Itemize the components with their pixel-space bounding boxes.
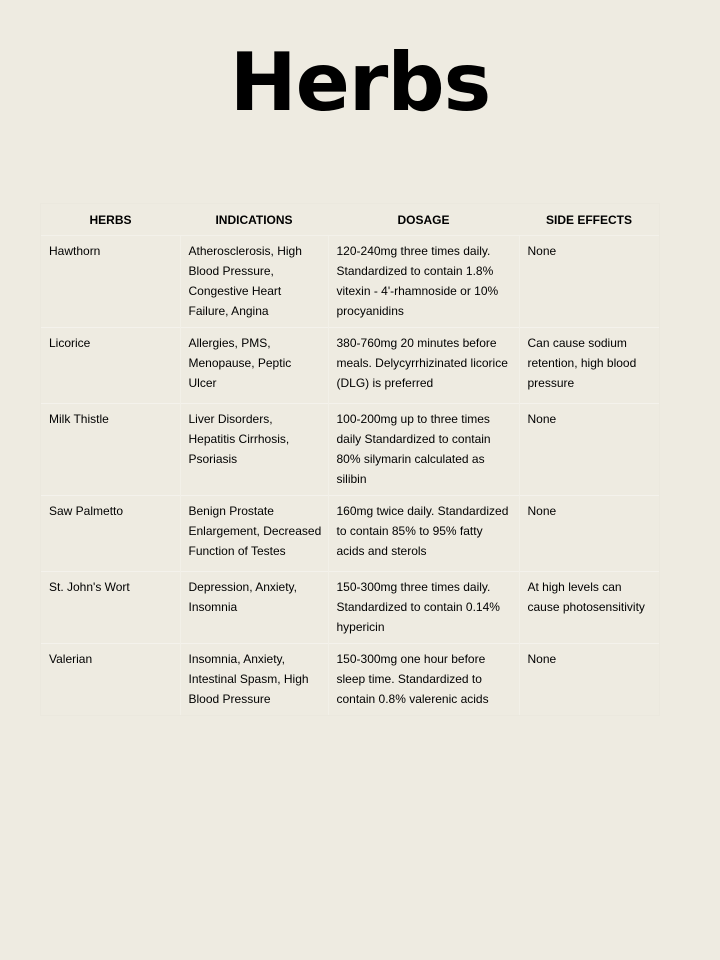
table-row (41, 572, 659, 644)
cell-indications: Liver Disorders, Hepatitis Cirrhosis, Psoriasis (180, 404, 328, 496)
column-header-indications: INDICATIONS (180, 204, 328, 236)
cell-indications: Insomnia, Anxiety, Intestinal Spasm, High Blood Pressure (180, 644, 328, 716)
cell-herb: St. John's Wort (41, 572, 180, 644)
cell-indications: Depression, Anxiety, Insomnia (180, 572, 328, 644)
table-row (41, 404, 659, 496)
cell-dosage: 120-240mg three times daily. Standardized to contain 1.8% vitexin - 4'-rhamnoside or 10% procyanidins (328, 236, 519, 328)
cell-indications: Atherosclerosis, High Blood Pressure, Congestive Heart Failure, Angina (180, 236, 328, 328)
cell-side-effects: None (527, 412, 557, 426)
table-row (41, 644, 659, 716)
cell-dosage: 150-300mg three times daily. Standardized to contain 0.14% hypericin (328, 572, 519, 644)
cell-herb: Valerian (41, 644, 180, 716)
cell-side-effects: None (527, 652, 557, 666)
cell-herb: Hawthorn (41, 236, 180, 328)
cell-dosage: 150-300mg one hour before sleep time. Standardized to contain 0.8% valerenic acids (328, 644, 519, 716)
cell-side-effects: At high levels can cause photosensitivity (527, 580, 645, 614)
cell-indications: Allergies, PMS, Menopause, Peptic Ulcer (180, 328, 328, 404)
column-header-dosage: DOSAGE (328, 204, 519, 236)
herbs-table (41, 204, 659, 715)
table-row (41, 328, 659, 404)
cell-dosage: 380-760mg 20 minutes before meals. Delycyrrhizinated licorice (DLG) is preferred (328, 328, 519, 404)
table-row (41, 496, 659, 572)
cell-indications: Benign Prostate Enlargement, Decreased Function of Testes (180, 496, 328, 572)
cell-dosage: 100-200mg up to three times daily Standardized to contain 80% silymarin calculated as silibin (328, 404, 519, 496)
herbs-table-container (40, 203, 660, 716)
cell-herb: Licorice (41, 328, 180, 404)
cell-side-effects: None (527, 504, 557, 518)
cell-herb: Saw Palmetto (41, 496, 180, 572)
column-header-herbs: HERBS (41, 204, 180, 236)
page-title: Herbs (229, 36, 491, 129)
table-row (41, 236, 659, 328)
column-header-side-effects: SIDE EFFECTS (519, 204, 659, 236)
cell-side-effects: Can cause sodium retention, high blood pressure (527, 336, 637, 390)
cell-side-effects: None (527, 244, 557, 258)
cell-dosage: 160mg twice daily. Standardized to contain 85% to 95% fatty acids and sterols (328, 496, 519, 572)
table-header-row (41, 204, 659, 236)
cell-herb: Milk Thistle (41, 404, 180, 496)
